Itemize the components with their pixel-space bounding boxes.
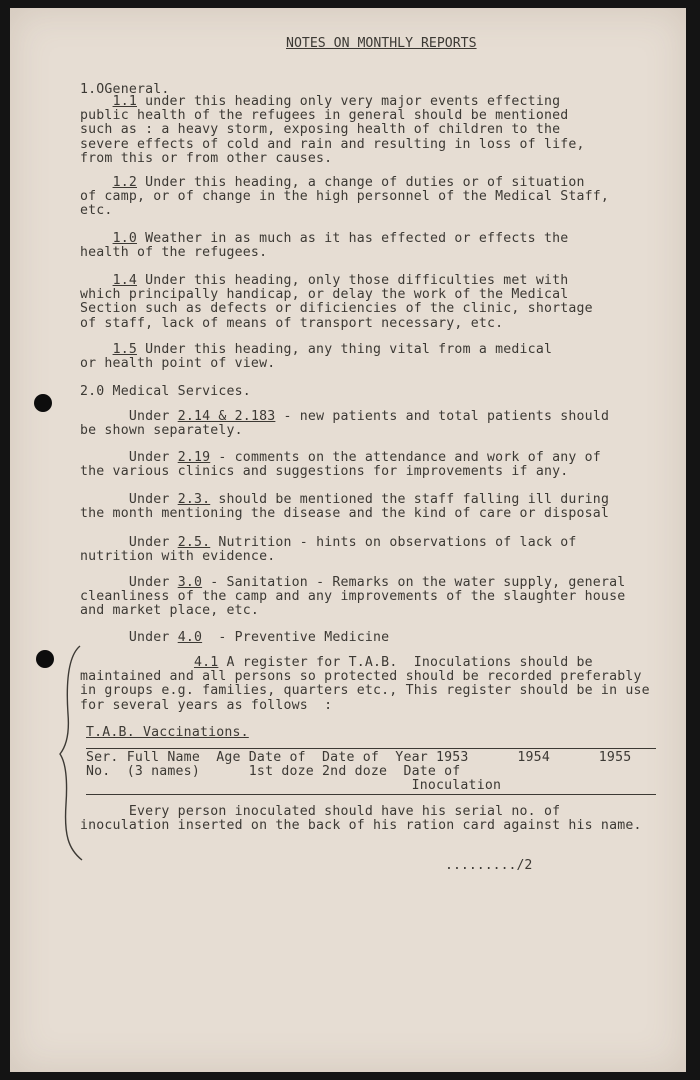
text-line: and market place, etc. — [80, 603, 260, 619]
text-line: public health of the refugees in general should be mentioned — [80, 108, 569, 124]
paragraph-number: 1.1 — [112, 94, 137, 109]
paragraph-reference: 2.5. — [177, 535, 211, 550]
text-line: the month mentioning the disease and the kind of care or disposal — [80, 506, 610, 522]
text-fragment: Under — [128, 535, 178, 550]
paragraph-reference: 2.3. — [177, 492, 211, 507]
document-page — [10, 8, 686, 1072]
paragraph-1-5 — [80, 343, 660, 371]
text-fragment: Under — [128, 409, 178, 424]
text-fragment: Under — [128, 575, 178, 590]
punch-hole-top — [34, 394, 52, 412]
text-line: inoculation inserted on the back of his ration card against his name. — [80, 818, 642, 834]
table-header-row-1: Ser. Full Name Age Date of Date of Year 1953 1954 1955 — [86, 750, 632, 765]
text-line: from this or from other causes. — [80, 150, 333, 166]
text-line: - comments on the attendance and work of any of — [210, 450, 601, 465]
paragraph-3-0 — [80, 576, 660, 619]
text-line: Under this heading, only those difficulties met with — [136, 273, 569, 288]
text-line: of staff, lack of means of transport necessary, etc. — [80, 315, 504, 331]
paragraph-4-1 — [80, 656, 660, 713]
text-line: Weather in as much as it has effected or effects the — [136, 231, 569, 246]
paragraph-2-5 — [80, 536, 660, 564]
text-line: Section such as defects or dificiencies of the clinic, shortage — [80, 301, 593, 317]
text-line: Every person inoculated should have his serial no. of — [80, 804, 561, 819]
punch-hole-bottom — [36, 650, 54, 668]
text-line: under this heading only very major events effecting — [136, 94, 561, 109]
text-line: - Preventive Medicine — [202, 630, 390, 645]
text-line: should be mentioned the staff falling ill during — [210, 492, 610, 507]
text-line: severe effects of cold and rain and resulting in loss of life, — [80, 136, 585, 152]
table-bottom-rule — [86, 794, 656, 795]
paragraph-1-0-weather — [80, 232, 660, 260]
paragraph-reference: 3.0 — [177, 575, 203, 590]
text-line: - Sanitation - Remarks on the water supply, general — [202, 575, 626, 590]
table-top-rule — [86, 748, 656, 749]
text-line: be shown separately. — [80, 423, 243, 439]
text-line: nutrition with evidence. — [80, 549, 276, 565]
text-fragment: Under — [128, 630, 178, 645]
paragraph-1-2 — [80, 176, 660, 219]
paragraph-reference: 4.0 — [177, 630, 203, 645]
table-caption: T.A.B. Vaccinations. — [86, 725, 249, 740]
text-line: health of the refugees. — [80, 245, 268, 261]
text-line: A register for T.A.B. Inoculations should be — [218, 655, 593, 670]
text-line: cleanliness of the camp and any improvements of the slaughter house — [80, 589, 626, 605]
document-title: NOTES ON MONTHLY REPORTS — [286, 36, 477, 51]
text-line: for several years as follows : — [80, 697, 333, 713]
table-header-row-2: No. (3 names) 1st doze 2nd doze Date of — [86, 764, 461, 779]
paragraph-reference: 2.19 — [177, 450, 211, 465]
text-line: maintained and all persons so protected should be recorded preferably — [80, 669, 642, 685]
section-medical-heading: 2.0 Medical Services. — [80, 384, 251, 399]
section-general-heading: 1.OGeneral. — [80, 82, 170, 97]
text-fragment: Under — [128, 450, 178, 465]
paragraph-reference: 2.14 & 2.183 — [177, 409, 276, 424]
paragraph-number: 1.2 — [112, 175, 137, 190]
text-line: or health point of view. — [80, 356, 276, 372]
text-line: such as : a heavy storm, exposing health of children to the — [80, 122, 561, 138]
paragraph-4-0 — [80, 631, 660, 645]
continuation-page-ref: ........./2 — [445, 858, 533, 873]
paragraph-1-1 — [80, 95, 660, 166]
text-line: etc. — [80, 203, 113, 219]
paragraph-2-19 — [80, 451, 660, 479]
paragraph-number: 1.0 — [112, 231, 137, 246]
text-line: which principally handicap, or delay the work of the Medical — [80, 287, 569, 303]
paragraph-2-3 — [80, 493, 660, 521]
footer-paragraph — [80, 805, 660, 833]
text-line: Under this heading, any thing vital from a medical — [136, 342, 553, 357]
text-line: in groups e.g. families, quarters etc., This register should be in use — [80, 683, 650, 699]
text-fragment: Under — [128, 492, 178, 507]
text-line: Nutrition - hints on observations of lack of — [210, 535, 577, 550]
text-line: Under this heading, a change of duties or of situation — [136, 175, 585, 190]
table-header-row-3: Inoculation — [86, 778, 502, 793]
paragraph-2-14 — [80, 410, 660, 438]
text-line: the various clinics and suggestions for improvements if any. — [80, 464, 569, 480]
paragraph-number: 1.4 — [112, 273, 137, 288]
paragraph-number: 1.5 — [112, 342, 137, 357]
paragraph-1-4 — [80, 274, 660, 331]
text-line: of camp, or of change in the high personnel of the Medical Staff, — [80, 189, 610, 205]
paragraph-number: 4.1 — [193, 655, 219, 670]
text-line: - new patients and total patients should — [275, 409, 610, 424]
